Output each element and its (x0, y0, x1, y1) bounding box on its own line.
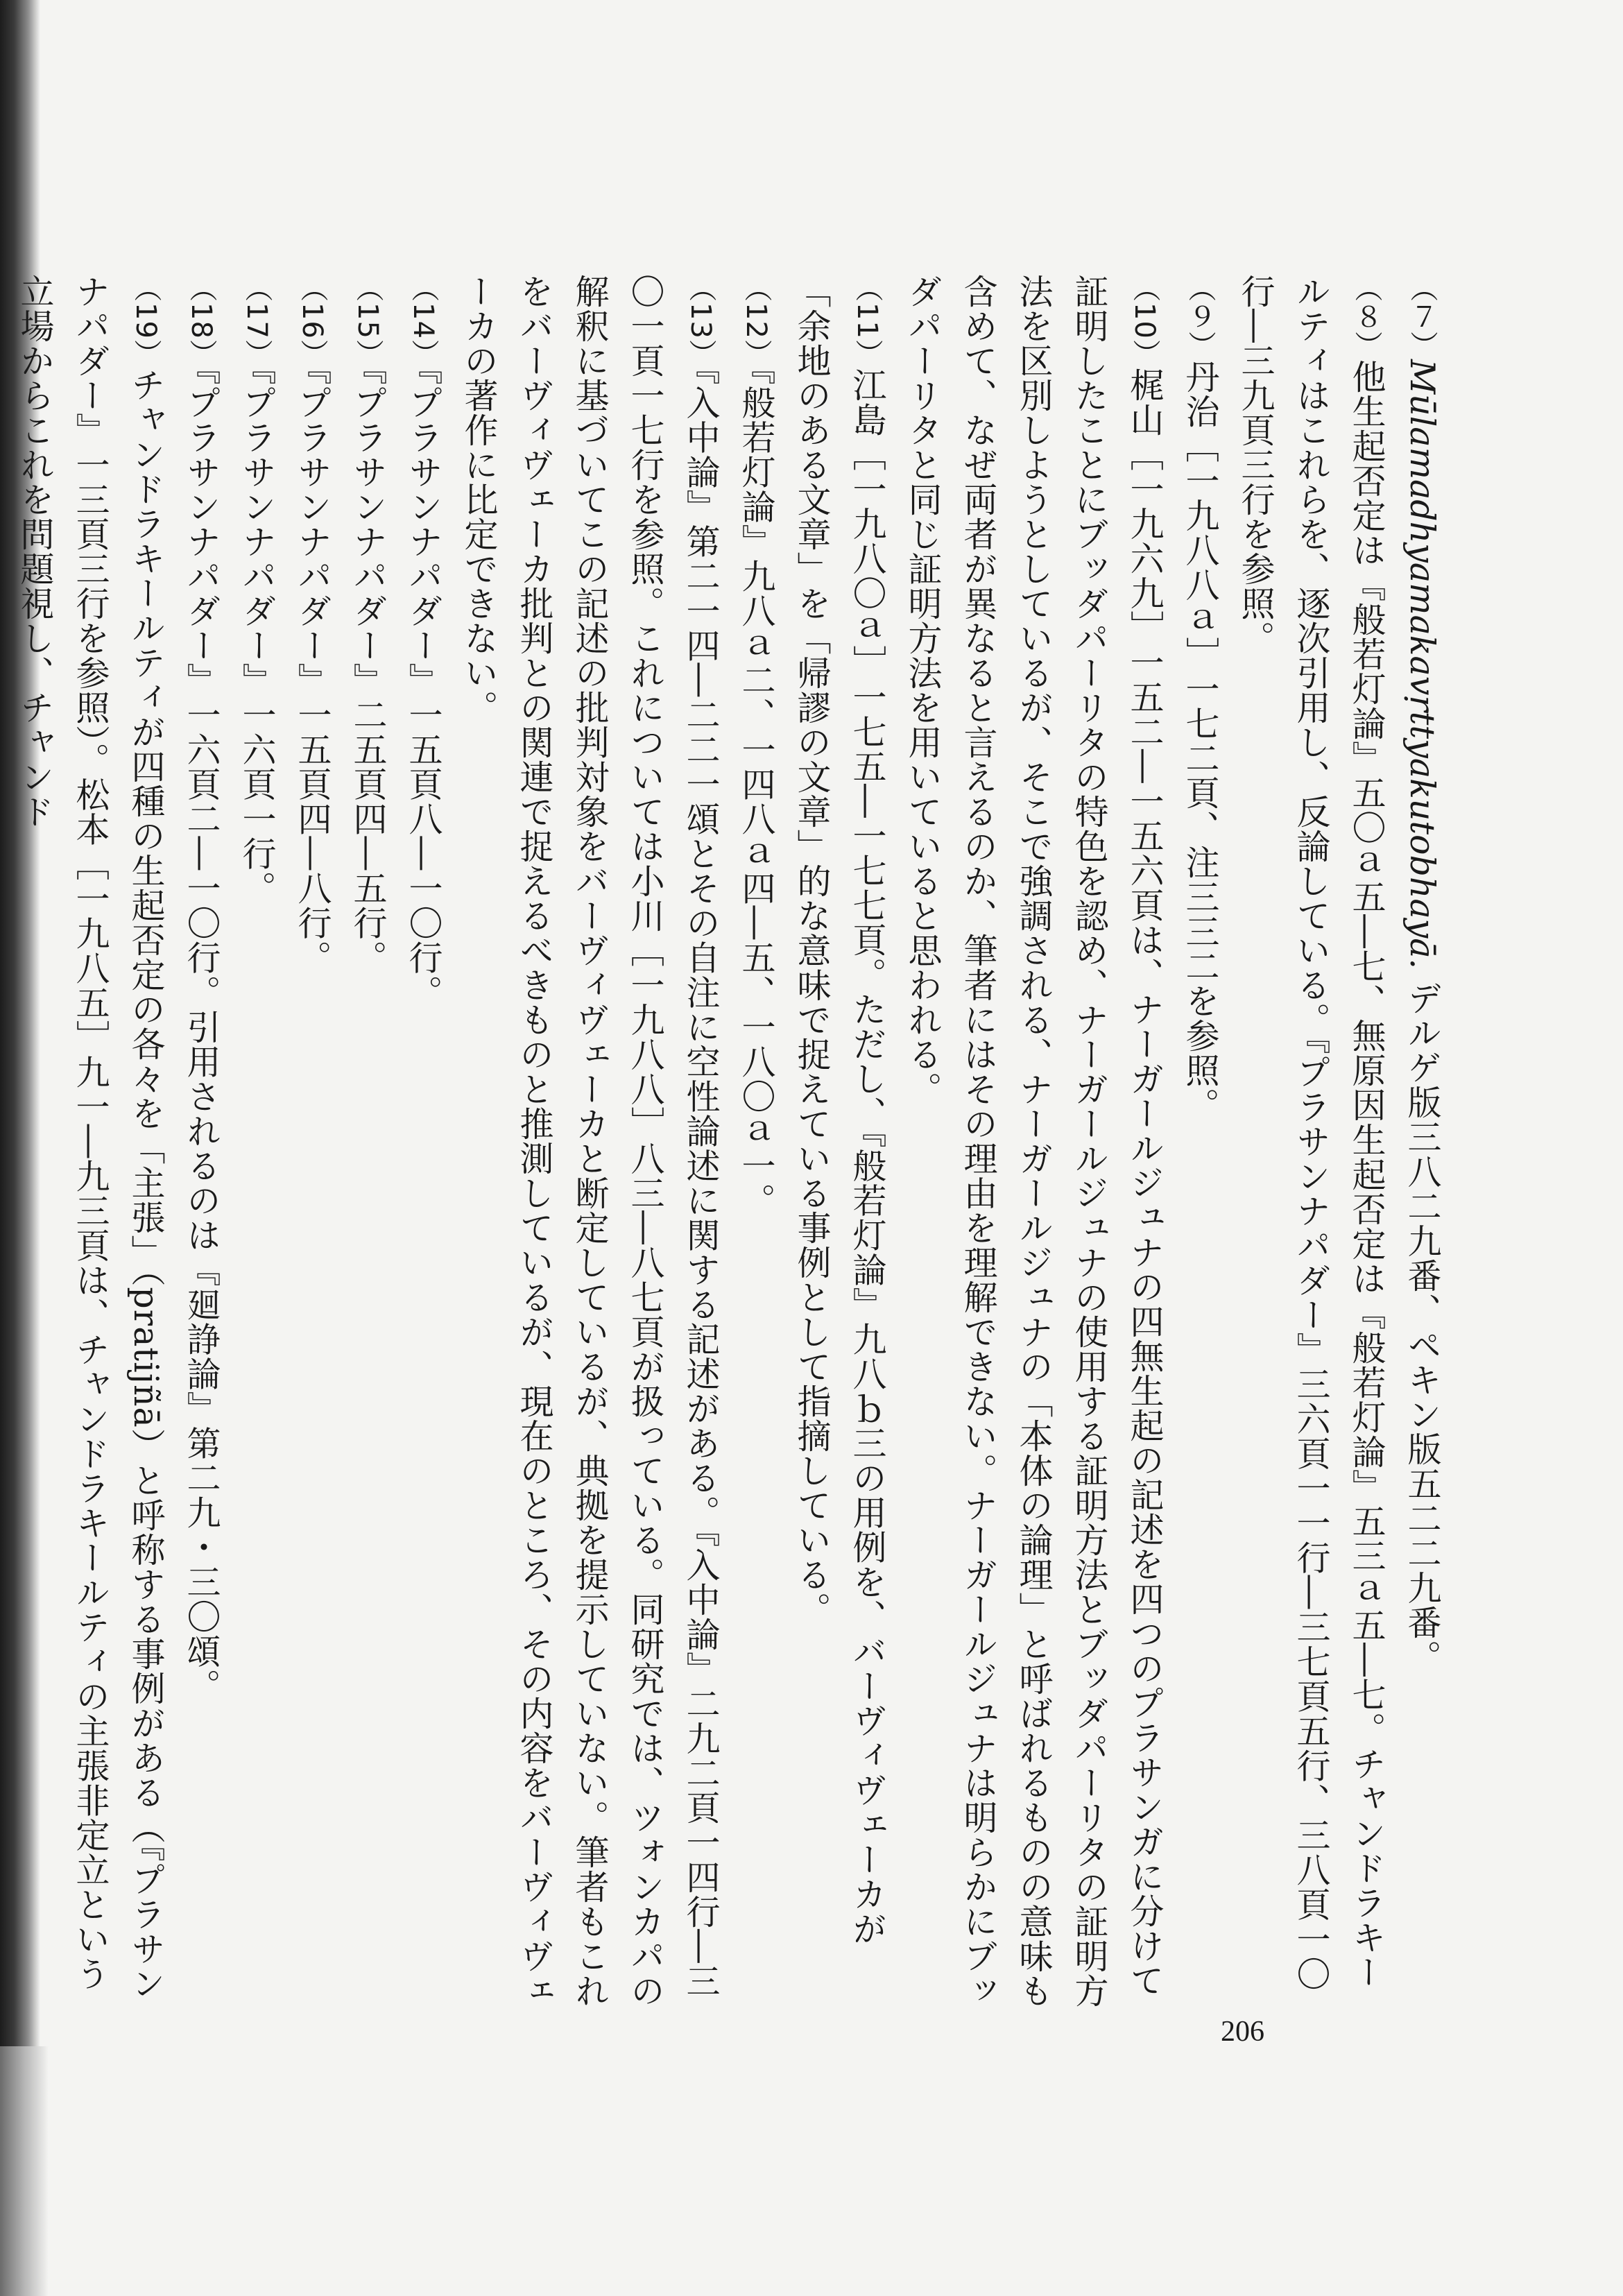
endnote (340, 274, 395, 2008)
endnote-text: 『プラサンナパダー』一五頁八―一〇行。 (404, 367, 443, 1010)
endnote-number: （12） (740, 274, 772, 368)
endnotes-column (15, 274, 1450, 2008)
endnote (7, 274, 173, 2008)
endnote-number: （11） (851, 274, 883, 368)
endnote-text: 『入中論』第二一四―二二一頌とその自注に空性論述に関する記述がある。『入中論』二九二頁一四行―三〇一頁一七行を参照。これについては小川［一九八八］八三―八七頁が扱っている。同研究では、ツォンカパの解釈に基づいてこの記述の批判対象をバーヴィヴェーカと断定しているが、典拠を提示していない。筆者もこれをバーヴィヴェーカ批判との関連で捉えるべきものと推測しているが、現在のところ、その内容をバーヴィヴェーカの著作に比定できない。 (459, 274, 721, 2008)
endnote (1172, 274, 1228, 2008)
endnote-text: Mūlamadhyamakavṛttyakutobhayā. (1402, 359, 1442, 970)
endnote-number: （13） (685, 274, 716, 368)
endnote (784, 274, 895, 2008)
endnote-number: （８） (1350, 274, 1382, 359)
endnote-text: 丹治［一九八八ａ］一七二頁、注三三二を参照。 (1180, 359, 1220, 1122)
endnote-number: （16） (296, 274, 328, 368)
endnote (1228, 274, 1394, 2008)
endnote (895, 274, 1172, 2008)
endnote-text: 『プラサンナパダー』二五頁四―五行。 (348, 367, 388, 975)
endnote-number: （17） (241, 274, 273, 368)
endnote (229, 274, 284, 2008)
endnote (1394, 274, 1450, 2008)
endnote (284, 274, 340, 2008)
endnote-text: 他生起否定は『般若灯論』五〇ａ五―七、無原因生起否定は『般若灯論』五三ａ五―七。チャンドラキールティはこれらを、逐次引用し、反論している。『プラサンナパダー』三六頁一一行―三七頁五行、三八頁一〇行―三九頁三行を参照。 (1236, 274, 1386, 1991)
endnote-number: （７） (1406, 274, 1438, 359)
endnote (395, 274, 451, 2008)
endnote-text: 『般若灯論』九八ａ二、一四八ａ四―五、一八〇ａ一。 (737, 367, 776, 1218)
endnote-text: チャンドラキールティが四種の生起否定の各々を「主張」（pratijñā）と呼称する事例がある（『プラサンナパダー』一三頁三行を参照）。松本［一九八五］九一―九三頁は、チャンドラキールティの主張非定立という立場からこれを問題視し、チャンド (15, 274, 166, 2001)
endnote-text: デルゲ版三八二九番、ペキン版五二二九番。 (1402, 969, 1442, 1674)
endnote-number: （14） (407, 274, 439, 368)
endnote-number: （９） (1184, 274, 1216, 359)
endnote-text: 『プラサンナパダー』一六頁二―一〇行。引用されるのは『廻諍論』第二九・三〇頌。 (182, 367, 221, 1704)
endnote (451, 274, 728, 2008)
page-number: 206 (1221, 2016, 1264, 2048)
endnote-number: （10） (1128, 274, 1160, 368)
endnote-number: （18） (185, 274, 217, 368)
endnote-text: 『プラサンナパダー』一五頁四―八行。 (293, 367, 332, 975)
book-spine-shadow-lower (0, 2046, 49, 2296)
endnote (173, 274, 229, 2008)
endnote-number: （15） (352, 274, 384, 368)
endnote-number: （19） (130, 274, 162, 368)
endnote-text: 江島［一九八〇ａ］一七五―一七七頁。ただし、『般若灯論』九八ｂ三の用例を、バーヴィヴェーカが「余地のある文章」を「帰謬の文章」的な意味で捉えている事例として指摘している。 (792, 274, 887, 1946)
endnote-text: 『プラサンナパダー』一六頁一行。 (237, 367, 277, 906)
endnote (728, 274, 784, 2008)
endnote-text: 梶山［一九六九］一五二―一五六頁は、ナーガールジュナの四無生起の記述を四つのプラサンガに分けて証明したことにブッダパーリタの特色を認め、ナーガールジュナの使用する証明方法とブッダパーリタの証明方法を区別しようとしているが、そこで強調される、ナーガールジュナの「本体の論理」と呼ばれるものの意味も含めて、なぜ両者が異なると言えるのか、筆者にはその理由を理解できない。ナーガールジュナは明らかにブッダパーリタと同じ証明方法を用いていると思われる。 (903, 274, 1165, 2008)
